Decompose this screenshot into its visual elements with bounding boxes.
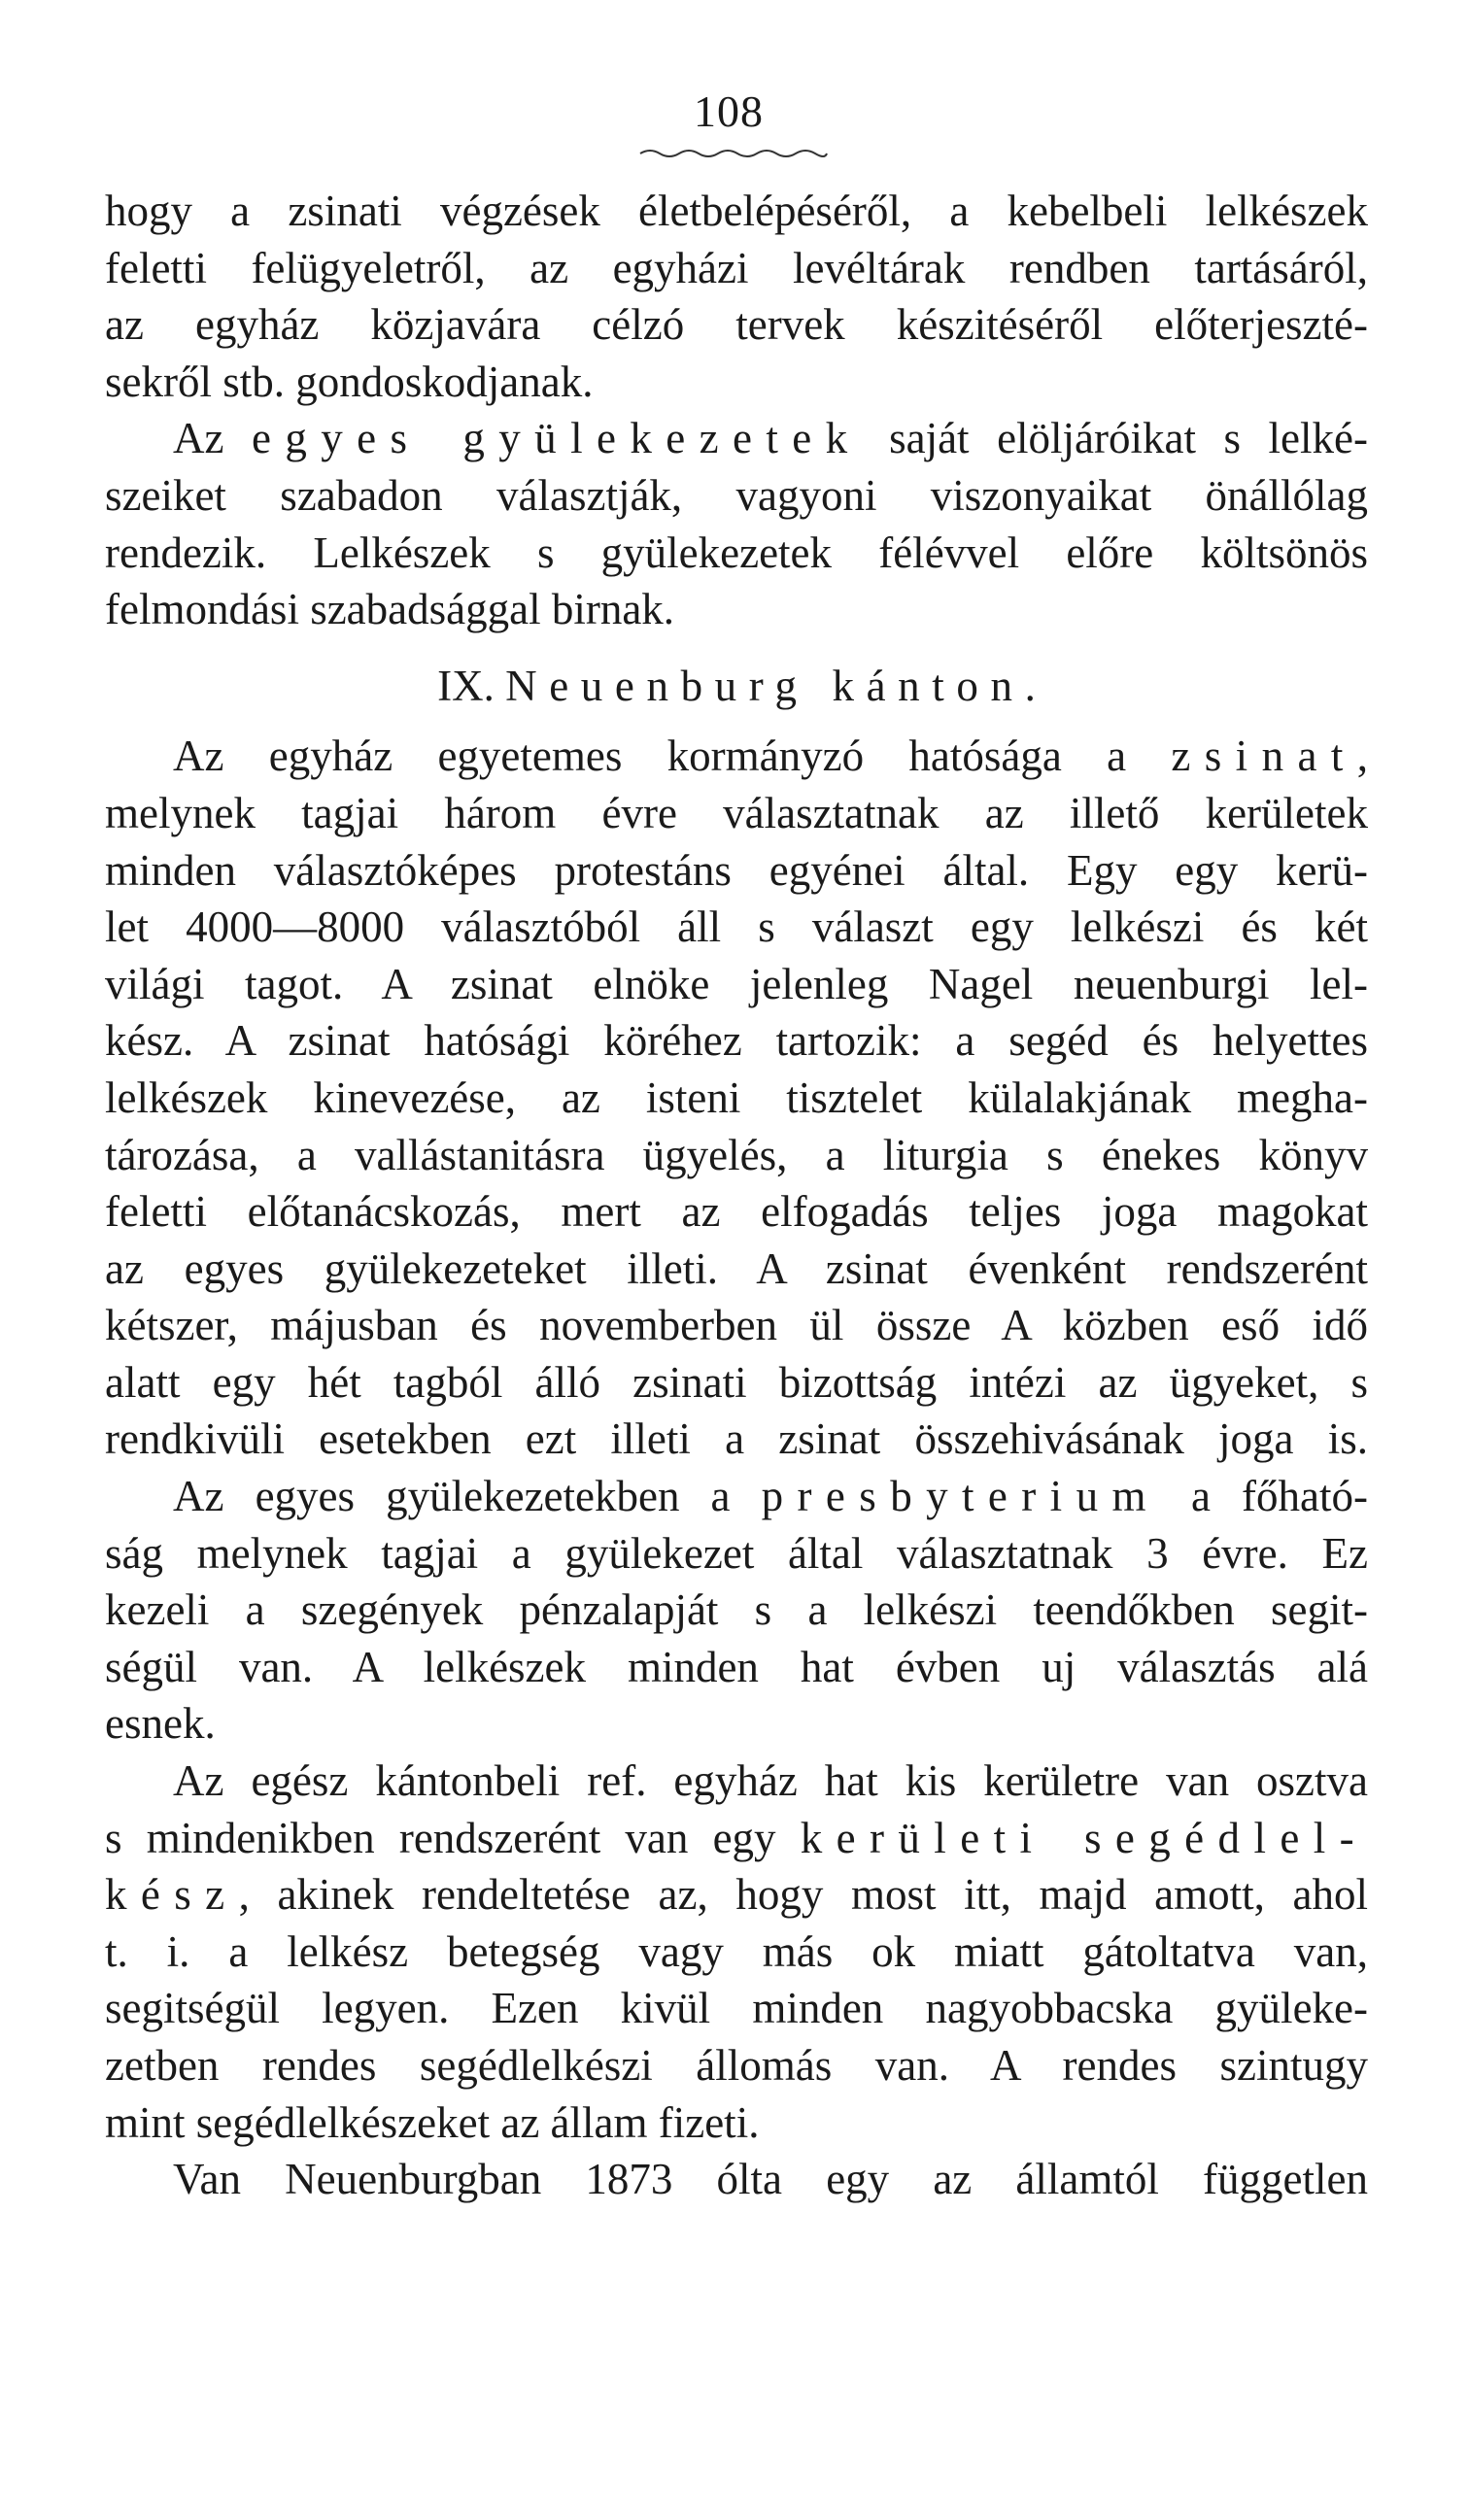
- text-line: hogy a zsinati végzések életbelépéséről, a kebelbeli lelkészek: [105, 187, 1368, 235]
- text-line: s mindenikben rendszerént van egy kerületi segédlel-: [105, 1813, 1368, 1862]
- text-line: sekről stb. gondoskodjanak.: [105, 357, 594, 406]
- text-line: szeiket szabadon választják, vagyoni viszonyaikat önállólag: [105, 470, 1368, 520]
- text-line: minden választóképes protestáns egyénei által. Egy egy kerü-: [105, 845, 1368, 895]
- text-line: rendezik. Lelkészek s gyülekezetek félévvel előre költsönös: [105, 528, 1368, 577]
- text-line: lelkészek kinevezése, az isteni tisztelet külalakjának megha-: [105, 1073, 1368, 1122]
- text-line: az egyes gyülekezeteket illeti. A zsinat évenként rendszerént: [105, 1243, 1368, 1293]
- spaced-emphasis: egyes gyülekezetek: [252, 414, 862, 463]
- text-line: segitségül legyen. Ezen kivül minden nagyobbacska gyüleke-: [105, 1984, 1368, 2033]
- text-line: Az egész kántonbeli ref. egyház hat kis kerületre van osztva: [173, 1756, 1368, 1806]
- section-heading: IX. Neuenburg kánton.: [437, 661, 1036, 710]
- text-line: tározása, a vallástanitásra ügyelés, a liturgia s énekes könyv: [105, 1130, 1368, 1179]
- text-line: esnek.: [105, 1699, 216, 1749]
- text-line: Az egyház egyetemes kormányzó hatósága a zsinat,: [173, 732, 1368, 781]
- page-number: 108: [694, 86, 764, 136]
- text-line: mint segédlelkészeket az állam fizeti.: [105, 2097, 760, 2147]
- text-line: felmondási szabadsággal birnak.: [105, 585, 675, 634]
- spaced-emphasis: presbyterium: [761, 1472, 1160, 1521]
- text-line: t. i. a lelkész betegség vagy más ok miatt gátoltatva van,: [105, 1926, 1368, 1976]
- text-line: kész. A zsinat hatósági köréhez tartozik: a segéd és helyettes: [105, 1016, 1368, 1066]
- text-line: Az egyes gyülekezetek saját elöljáróikat s lelké-: [173, 414, 1368, 463]
- body-text: [105, 183, 1368, 2208]
- text-line: világi tagot. A zsinat elnöke jelenleg Nagel neuenburgi lel-: [105, 959, 1368, 1008]
- text-line: az egyház közjavára célzó tervek készitéséről előterjeszté-: [105, 300, 1368, 350]
- text-line: kész, akinek rendeltetése az, hogy most itt, majd amott, ahol: [105, 1870, 1368, 1920]
- decorative-rule-icon: [636, 144, 831, 163]
- spaced-emphasis: kerületi segédlel-: [800, 1813, 1368, 1862]
- spaced-emphasis: Neuenburg kánton: [505, 661, 1025, 710]
- text-line: kétszer, májusban és novemberben ül össze A közben eső idő: [105, 1301, 1368, 1350]
- text-line: let 4000—8000 választóból áll s választ egy lelkészi és két: [105, 902, 1368, 952]
- text-line: melynek tagjai három évre választatnak az illető kerületek: [105, 788, 1368, 837]
- text-line: alatt egy hét tagból álló zsinati bizottság intézi az ügyeket, s: [105, 1357, 1368, 1407]
- text-line: rendkivüli esetekben ezt illeti a zsinat összehivásának joga is.: [105, 1414, 1368, 1464]
- spaced-emphasis: zsinat: [1171, 732, 1357, 781]
- text-line: Az egyes gyülekezetekben a presbyterium a főható-: [173, 1472, 1368, 1521]
- text-line: ság melynek tagjai a gyülekezet által választatnak 3 évre. Ez: [105, 1528, 1368, 1578]
- spaced-emphasis: kész: [105, 1870, 239, 1920]
- text-line: ségül van. A lelkészek minden hat évben uj választás alá: [105, 1642, 1368, 1691]
- text-line: Van Neuenburgban 1873 ólta egy az államtól független: [173, 2155, 1368, 2204]
- text-line: kezeli a szegények pénzalapját s a lelkészi teendőkben segit-: [105, 1585, 1368, 1635]
- text-line: feletti felügyeletről, az egyházi levéltárak rendben tartásáról,: [105, 243, 1368, 292]
- text-line: zetben rendes segédlelkészi állomás van. A rendes szintugy: [105, 2041, 1368, 2090]
- text-line: feletti előtanácskozás, mert az elfogadás teljes joga magokat: [105, 1187, 1368, 1237]
